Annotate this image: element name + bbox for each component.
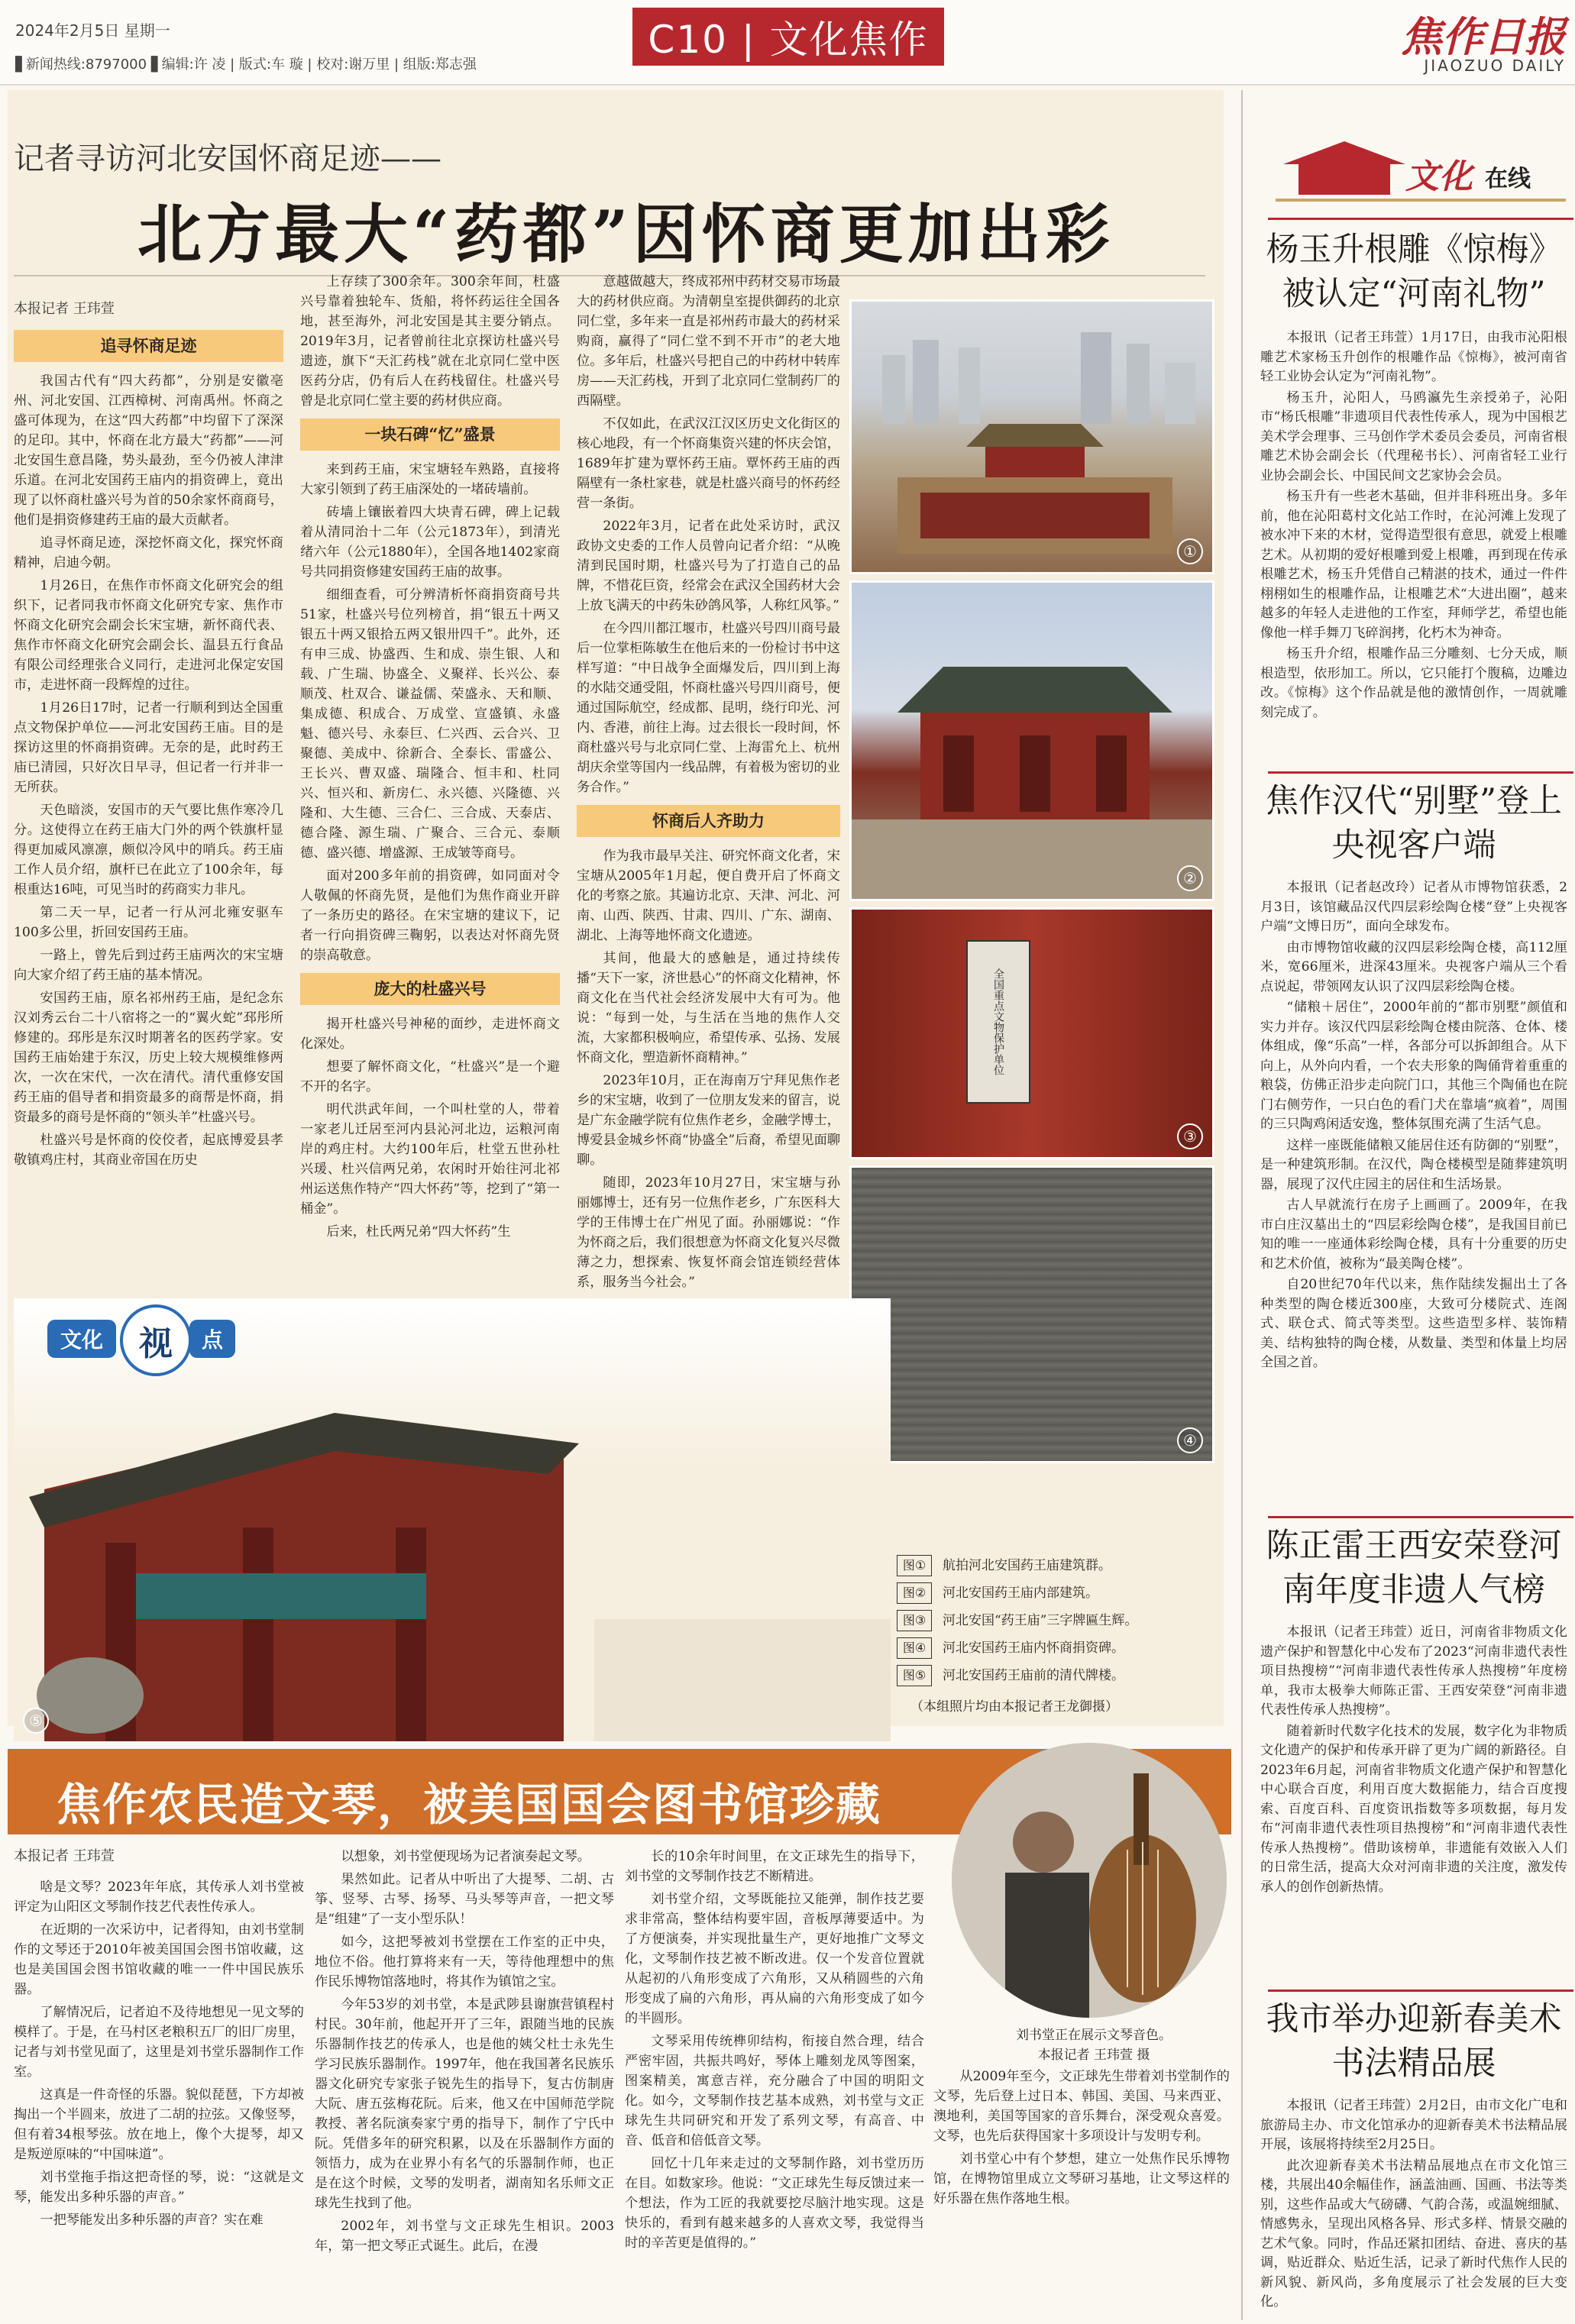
staff-line: ▋新闻热线:8797000 ▋编辑:许 凌 | 版式:车 璇 | 校对:谢万里 | 组版:郑志强 bbox=[15, 57, 477, 73]
bottom-photo-caption bbox=[956, 2025, 1231, 2065]
paragraph: 自20世纪70年代以来，焦作陆续发掘出土了各种类型的陶仓楼近300座，大致可分楼院式、连阁式、联仓式、简式等类型。这些造型多样、装饰精美、结构独特的陶仓楼，从数量、类型和体量上均居全国之首。 bbox=[1260, 1277, 1567, 1370]
paragraph: 2002年，刘书堂与文正球先生相识。2003年，第一把文琴正式诞生。此后，在漫 bbox=[315, 2219, 614, 2254]
photo-credit: （本组照片均由本报记者王龙御摄） bbox=[910, 1699, 1118, 1715]
plaque-sign: 全国重点文物保护单位 bbox=[966, 940, 1030, 1104]
paragraph: 杨玉升介绍，根雕作品三分雕刻、七分天成，顺根造型，依形加工。所以，它只能打个腹稿，边雕边改。《惊梅》这个作品就是他的激情创作，一周就雕刻完成了。 bbox=[1260, 646, 1567, 720]
temple-building-illustration bbox=[852, 583, 1214, 901]
paragraph: 在今四川都江堰市，杜盛兴号四川商号最后一位掌柜陈敏生在他后来的一份检讨书中这样写道：“中日战争全面爆发后，四川到上海的水陆交通受阻，怀商杜盛兴号四川商号，便通过国际航空，经成都、昆明，绕行印光、河内、香港，前往上海。过去很长一段时间，怀商杜盛兴号与北京同仁堂、上海雷允上、杭州胡庆余堂等国内一线品牌，有着极为密切的业务合作。” bbox=[577, 621, 840, 795]
bottom-column-3 bbox=[625, 1847, 924, 2313]
column-divider bbox=[1241, 90, 1243, 2320]
paragraph: 如今，这把琴被刘书堂摆在工作室的正中央，地位不俗。他打算将来有一天，等待他理想中的焦作民乐博物馆落地时，将其作为镇馆之宝。 bbox=[315, 1935, 614, 1989]
caption-text: 河北安国药王庙内部建筑。 bbox=[943, 1585, 1098, 1601]
wenqin-illustration bbox=[952, 1743, 1227, 2018]
caption-text: 河北安国药王庙内怀商捐资碑。 bbox=[943, 1640, 1124, 1656]
paragraph: 这样一座既能储粮又能居住还有防御的“别墅”，是一种建筑形制。在汉代，陶仓楼模型是随葬建筑明器，展现了汉代庄园主的居住和生活场景。 bbox=[1260, 1137, 1567, 1192]
art4-headline: 我市举办迎新春美术书法精品展 bbox=[1266, 2000, 1562, 2083]
paragraph: 这真是一件奇怪的乐器。貌似琵琶，下方却被掏出一个半圆来，放进了二胡的拉弦。又像竖琴，但有着34根琴弦。放在地上，像个大提琴，却又是叛逆原味的“中国味道”。 bbox=[14, 2087, 304, 2162]
paragraph: 想要了解怀商文化，“杜盛兴”是一个避不开的名字。 bbox=[300, 1059, 560, 1094]
caption-row bbox=[897, 1607, 1218, 1634]
banner-text-b: 在线 bbox=[1485, 166, 1531, 192]
art3-headline: 陈正雷王西安荣登河南年度非遗人气榜 bbox=[1266, 1527, 1562, 1609]
photo-number: ⑤ bbox=[23, 1708, 49, 1734]
issue-date: 2024年2月5日 星期一 bbox=[15, 21, 170, 40]
paragraph: 追寻怀商足迹，深挖怀商文化，探究怀商精神，启迪今朝。 bbox=[14, 535, 283, 570]
bottom-column-2 bbox=[315, 1847, 614, 2313]
caption-text: 刘书堂正在展示文琴音色。 bbox=[1016, 2028, 1172, 2043]
paragraph: 本报讯（记者王玮萱）2月2日，由市文化广电和旅游局主办、市文化馆承办的迎新春美术书法精品展开展，该展将持续至2月25日。 bbox=[1260, 2098, 1567, 2152]
paragraph: 上存续了300余年。300余年间，杜盛兴号靠着独轮车、货船，将怀药运往全国各地，甚至海外，河北安国是其主要分销点。2019年3月，记者曾前往北京探访杜盛兴号遗迹，旗下“天汇药栈”就在北京同仁堂中医医药分店，仍有后人在药栈留住。杜盛兴号曾是北京同仁堂主要的药材供应商。 bbox=[300, 274, 560, 409]
paragraph: 由市博物馆收藏的汉四层彩绘陶仓楼，高112厘米，宽66厘米，进深43厘米。央视客户端从三个看点说起，带领网友认识了汉四层彩绘陶仓楼。 bbox=[1260, 939, 1567, 994]
paragraph: 意越做越大，终成祁州中药材交易市场最大的药材供应商。为清朝皇室提供御药的北京同仁堂，多年来一直是祁州药市最大的药材采购商，赢得了“同仁堂不到不开市”的老大地位。多年后，杜盛兴号把自己的中药材中转库房——天汇药栈，开到了北京同仁堂制药厂的西隔壁。 bbox=[577, 274, 840, 409]
caption-number: 图① bbox=[897, 1555, 932, 1576]
caption-row bbox=[897, 1634, 1218, 1662]
paragraph: 文琴采用传统榫卯结构，衔接自然合理，结合严密牢固，共振共鸣好，琴体上雕刻龙凤等图案，图案精美，寓意吉祥，充分融合了中国的明阳文化。如今，文琴制作技艺基本成熟，刘书堂与文正球先生共同研究和开发了系列文琴，有高音、中音、低音和倍低音文琴。 bbox=[625, 2034, 924, 2148]
photo-stele bbox=[849, 1165, 1214, 1463]
paragraph: 了解情况后，记者迫不及待地想见一见文琴的模样了。于是，在马村区老粮积五厂的旧厂房里，记者与刘书堂见面了，这里是刘书堂乐器制作工作室。 bbox=[14, 2005, 304, 2080]
accent-rule bbox=[1268, 771, 1573, 774]
paragraph: 面对200多年前的捐资碑，如同面对令人敬佩的怀商先贤，是他们为焦作商业开辟了一条历史的路径。在宋宝塘的建议下，记者一行向捐资碑三鞠躬，以表达对怀商先贤的崇高敬意。 bbox=[300, 868, 560, 963]
paragraph: 后来，杜氏两兄弟“四大怀药”生 bbox=[326, 1224, 511, 1240]
badge-text-b: 视 bbox=[120, 1304, 192, 1376]
caption-text: 航拍河北安国药王庙建筑群。 bbox=[943, 1558, 1111, 1573]
feature-headline: 北方最大“药都”因怀商更加出彩 bbox=[137, 196, 1114, 272]
paragraph: 刘书堂拖手指这把奇怪的琴，说：“这就是文琴，能发出多种乐器的声音。” bbox=[14, 2170, 304, 2205]
paragraph: 随着新时代数字化技术的发展，数字化为非物质文化遗产的保护和传承开辟了更为广阔的新路径。自2023年6月起，河南省非物质文化遗产保护和智慧化中心联合百度，利用百度大数据能力，结合百度搜索、百度百科、百度资讯指数等多项数据，每月发布“河南非遗代表性项目热搜榜”和“河南非遗代表性传承人热搜榜”。借助该榜单，非遗能有效嵌入人们的日常生活，提高大众对河南非遗的关注度，激发传承人的创作创新热情。 bbox=[1260, 1723, 1567, 1895]
paragraph: 1月26日，在焦作市怀商文化研究会的组织下，记者同我市怀商文化研究专家、焦作市怀商文化研究会副会长宋宝塘，新怀商代表、焦作市怀商文化研究会副会长、温县五行食品有限公司经理张合义同行，走进河北保定安国市，走进怀商一段辉煌的过往。 bbox=[14, 578, 283, 693]
caption-number: 图④ bbox=[897, 1637, 932, 1659]
bottom-column-4 bbox=[933, 2067, 1230, 2313]
paragraph: 第二天一早，记者一行从河北雍安驱车100多公里，折回安国药王庙。 bbox=[14, 905, 283, 940]
paragraph: 刘书堂心中有个梦想，建立一处焦作民乐博物馆，在博物馆里成立文琴研习基地，让文琴这样的好乐器在焦作落地生根。 bbox=[933, 2151, 1230, 2206]
paragraph: 砖墙上镶嵌着四大块青石碑，碑上记载着从清同治十二年（公元1873年），到清光绪六年（公元1880年），全国各地1402家商号共同捐资修建安国药王庙的故事。 bbox=[300, 505, 560, 580]
photo-number: ① bbox=[1177, 538, 1203, 564]
caption-text: 河北安国药王庙前的清代牌楼。 bbox=[943, 1668, 1124, 1683]
paragraph: 本报讯（记者王玮萱）近日，河南省非物质文化遗产保护和智慧化中心发布了2023“河南非遗代表性项目热搜榜”“河南非遗代表性传承人热搜榜”年度榜单，我市太极拳大师陈正雷、王西安荣登“河南非遗代表性传承人热搜榜”。 bbox=[1260, 1624, 1567, 1718]
paragraph: 揭开杜盛兴号神秘的面纱，走进怀商文化深处。 bbox=[300, 1017, 560, 1052]
paragraph: 明代洪武年间，一个叫杜堂的人，带着一家老儿迁居至河内县沁河北边，运粮河南岸的鸡庄村。大约100年后，杜堂五世孙杜兴瑗、杜兴信两兄弟，农闲时开始往河北祁州运送焦作特产“四大怀药”等，挖到了“第一桶金”。 bbox=[300, 1102, 560, 1217]
accent-rule bbox=[1268, 1989, 1573, 1992]
paragraph: 回忆十几年来走过的文琴制作路，刘书堂历历在目。如数家珍。他说：“文正球先生每反馈过来一个想法，作为工匠的我就要挖尽脑汁地实现。这是快乐的，看到有越来越多的人喜欢文琴，我觉得当时的辛苦更是值得的。” bbox=[625, 2156, 924, 2251]
art2-headline: 焦作汉代“别墅”登上央视客户端 bbox=[1266, 782, 1562, 865]
art2-body bbox=[1260, 878, 1567, 1505]
paper-english-name: JIAOZUO DAILY bbox=[1424, 57, 1566, 75]
paragraph: 2023年10月，正在海南万宁拜见焦作老乡的宋宝塘，收到了一位朋友发来的留言，说是广东金融学院有位焦作老乡，金融学博士，博爱县金城乡怀商“协盛全”后裔，希望见面聊聊。 bbox=[577, 1073, 840, 1168]
banner-text-a: 文化 bbox=[1405, 157, 1473, 196]
paragraph: 以想象，刘书堂便现场为记者演奏起文琴。 bbox=[341, 1849, 590, 1864]
paragraph: 今年53岁的刘书堂，本是武陟县谢旗营镇程村村民。30年前，他起开开了三年，跟随当地的民族乐器制作技艺的传承人，也是他的姨父杜士永先生学习民族乐器制作。1997年，他在我国著名民族乐器文化研究专家张子锐先生的指导下，复古仿制唐大阮、唐五弦梅花阮。后来，他又在中国师范学院教授、著名阮演奏家宁勇的指导下，制作了宁氏中阮。凭借多年的研究积累，以及在乐器制作方面的领悟力，成为在业界小有名气的乐器制作师，也正是在这个时候，文琴的发明者，湖南知名乐师文正球先生找到了他。 bbox=[315, 1997, 614, 2211]
paragraph: 在近期的一次采访中，记者得知，由刘书堂制作的文琴还于2010年被美国国会图书馆收藏，这也是美国国会图书馆收藏的唯一一件中国民族乐器。 bbox=[14, 1922, 304, 1997]
paragraph: 杨玉升有一些老木基础，但并非科班出身。多年前，他在沁阳葛村文化站工作时，在沁河滩上发现了被水冲下来的木材，觉得造型很有意思，就爱上根雕艺术。从初期的爱好根雕到爱上根雕，再到现在传承根雕艺术，杨玉升凭借自己精湛的技术，通过一件件栩栩如生的根雕作品，让根雕艺术“大进出圈”，越来越多的年轻人走进他的工作室，拜师学艺，希望也能像他一样手舞刀飞碎润拷，化朽木为神奇。 bbox=[1260, 489, 1567, 641]
bottom-column-1 bbox=[14, 1847, 304, 2313]
feature-byline: 本报记者 王玮萱 bbox=[14, 301, 115, 317]
paragraph: “储粮＋居住”，2000年前的“都市别墅”颜值和实力并存。该汉代四层彩绘陶仓楼由院落、仓体、楼体组成，像“乐高”一样，各部分可以拆卸组合。从下向上，从外向内看，一个农夫形象的陶俑背着重重的粮袋，仿佛正沿步走向院门口，其他三个陶俑也在院门右侧劳作，一只白色的看门犬在靠墙“疯着”，周围的三只陶鸡闲适安逸，整体氛围充满了生活气息。 bbox=[1260, 1000, 1567, 1132]
photo-captions bbox=[897, 1552, 1218, 1689]
caption-text: 河北安国“药王庙”三字牌匾生辉。 bbox=[943, 1613, 1138, 1628]
accent-rule bbox=[1268, 1516, 1573, 1518]
paragraph: 安国药王庙，原名祁州药王庙，是纪念东汉刘秀云台二十八宿将之一的“翼火蛇”邳彤所修建的。邳彤是东汉时期著名的医药学家。安国药王庙始建于东汉，历史上较大规模维修两次，一次在宋代，一次在清代。清代重修安国药王庙的倡导者和捐资最多的商帮是怀商，捐资最多的商号是怀商的“领头羊”杜盛兴号。 bbox=[14, 991, 283, 1125]
paragraph: 细细查看，可分辨清析怀商捐资商号共51家，杜盛兴号位列榜首，捐“银五十两又银五十两又银拾五两又银卅四千”。此外，还有申三成、协盛西、生和成、崇生银、人和载、广生瑞、协盛全、义聚祥、长兴公、泰顺茂、杜双合、谦益儒、荣盛永、天和顺、集成德、积成合、万成堂、宣盛镇、永盛魁、德兴号、永泰巨、仁兴西、云合兴、卫聚德、美成中、徐新合、全泰长、雷盛公、王长兴、曹双盛、瑞隆合、恒丰和、杜同兴、恒兴和、新房仁、永兴德、兴隆德、兴隆和、大生德、三合仁、三合成、天泰店、德合隆、源生瑞、广聚合、三合元、泰顺德、盛兴德、增盛源、王成皱等商号。 bbox=[300, 587, 560, 861]
bottom-byline: 本报记者 王玮萱 bbox=[14, 1848, 115, 1864]
photo-aerial-temple bbox=[849, 299, 1214, 574]
caption-row bbox=[897, 1552, 1218, 1579]
paragraph: 从2009年至今，文正球先生带着刘书堂制作的文琴，先后登上过日本、韩国、美国、马来西亚、澳地利，美国等国家的音乐舞台，深受观众喜爱。文琴，也先后获得国家十多项设计与发明专利。 bbox=[933, 2069, 1230, 2144]
paragraph: 不仅如此，在武汉江汉区历史文化街区的核心地段，有一个怀商集资兴建的怀庆会馆，1689年扩建为覃怀药王庙。覃怀药王庙的西隔壁有一条杜家巷，就是杜盛兴商号的怀药经营一条街。 bbox=[577, 416, 840, 511]
photo-number: ② bbox=[1177, 865, 1203, 891]
photo-number: ④ bbox=[1177, 1427, 1203, 1453]
paper-logo: 焦作日报 bbox=[1401, 12, 1566, 61]
feature-subhead-2: 一块石碑“忆”盛景 bbox=[300, 419, 560, 451]
paragraph: 1月26日17时，记者一行顺利到达全国重点文物保护单位——河北安国药王庙。目的是探访这里的怀商捐资碑。无奈的是，此时药王庙已清园，只好次日早寻，但记者一行并非一无所获。 bbox=[14, 700, 283, 795]
culture-online-banner bbox=[1276, 126, 1566, 210]
paragraph: 作为我市最早关注、研究怀商文化者，宋宝塘从2005年1月起，便自费开启了怀商文化的考察之旅。其遍访北京、天津、河北、河南、山西、陕西、甘肃、四川、广东、湖南、湖北、上海等地怀商文化遗迹。 bbox=[577, 848, 840, 943]
feature-column-1 bbox=[14, 299, 283, 1338]
paragraph: 杨玉升，沁阳人，马鸥瀛先生亲授弟子，沁阳市“杨氏根雕”非遗项目代表性传承人，现为中国根艺美术学会理事、三马创作学术委员会委员，河南省根雕艺术协会副会长（代理秘书长）、河南省轻工业行业协会副会长、中国民间文艺家协会会员。 bbox=[1260, 389, 1567, 483]
caption-row bbox=[897, 1579, 1218, 1607]
paragraph: 2022年3月，记者在此处采访时，武汉政协文史委的工作人员曾向记者介绍：“从晚清到民国时期，杜盛兴号为了打造自己的品牌，不惜花巨资，经常会在武汉全国药材大会上放飞满天的中药朱砂鸽风筝，人称红风筝。” bbox=[577, 519, 840, 613]
badge-text-a: 文化 bbox=[47, 1320, 116, 1358]
paragraph: 刘书堂介绍，文琴既能拉又能弹，制作技艺要求非常高，整体结构要牢固，音板厚薄要适中。为了方便演奏，并实现批量生产，更好地推广文琴文化，文琴制作技艺被不断改进。仅一个发音位置就从起初的八角形变成了六角形，又从稍圆些的六角形变成了扁的六角形，再从扁的六角形变成了如今的半圆形。 bbox=[625, 1892, 924, 2026]
culture-perspective-badge bbox=[47, 1304, 246, 1373]
paragraph: 长的10余年时间里，在文正球先生的指导下，刘书堂的文琴制作技艺不断精进。 bbox=[625, 1849, 924, 1884]
art3-body bbox=[1260, 1623, 1567, 1982]
paragraph: 天色暗淡，安国市的天气要比焦作寒冷几分。这使得立在药王庙大门外的两个铁旗杆显得更加威风凛凛，颇似冷风中的哨兵。药王庙工作人员介绍，旗杆已在此立了100余年，每根重达16吨，可见当时的药商实力非凡。 bbox=[14, 803, 283, 897]
caption-credit: 本报记者 王玮萱 摄 bbox=[1037, 2048, 1150, 2063]
art1-body bbox=[1260, 328, 1567, 764]
paragraph: 我国古代有“四大药都”，分别是安徽亳州、河北安国、江西樟树、河南禹州。怀商之盛可体现为，在这“四大药都”中均留下了深深的足印。其中，怀商在北方最大“药都”——河北安国生意昌隆，势头最劲，至今仍被人津津乐道。在河北安国药王庙内的捐资碑上，竟出现了以怀商杜盛兴号为首的50余家怀商商号，他们是捐资修建药王庙的最大贡献者。 bbox=[14, 373, 283, 528]
feature-subhead-3: 庞大的杜盛兴号 bbox=[300, 973, 560, 1005]
paragraph: 杜盛兴号是怀商的佼佼者，起底博爱县孝敬镇鸡庄村，其商业帝国在历史 bbox=[14, 1133, 283, 1168]
badge-text-c: 点 bbox=[189, 1320, 235, 1358]
art4-body bbox=[1260, 2096, 1567, 2318]
feature-column-3 bbox=[577, 272, 840, 1311]
paragraph: 其间，他最大的感触是，通过持续传播“天下一家，济世悬心”的怀商文化精神，怀商文化在当代社会经济发展中大有可为。他说：“每到一处，与生活在当地的焦作人交流，大家都积极响应，希望传承、弘扬、发展怀商文化，塑造新怀商精神。” bbox=[577, 951, 840, 1065]
photo-plaque bbox=[849, 907, 1214, 1159]
photo-number: ③ bbox=[1177, 1123, 1203, 1149]
feature-kicker: 记者寻访河北安国怀商足迹—— bbox=[14, 141, 441, 176]
bottom-headline: 焦作农民造文琴，被美国国会图书馆珍藏 bbox=[57, 1779, 882, 1831]
paragraph: 果然如此。记者从中听出了大提琴、二胡、古筝、竖琴、古琴、扬琴、马头琴等声音，一把文琴是“组建”了一支小型乐队！ bbox=[315, 1872, 614, 1927]
caption-number: 图⑤ bbox=[897, 1665, 932, 1686]
paragraph: 来到药王庙，宋宝塘轻车熟路，直接将大家引领到了药王庙深处的一堵砖墙前。 bbox=[300, 462, 560, 497]
paragraph: 此次迎新春美术书法精品展地点在市文化馆三楼，共展出40余幅佳作，涵盖油画、国画、书法等类别，这些作品或大气磅礴、气韵合荡，或温婉细腻、情感隽永，呈现出风格各异、形式多样、情景交融的艺术气象。同时，作品还紧扣团结、奋进、喜庆的基调，贴近群众、贴近生活，记录了新时代焦作人民的新风貌、新风尚，多角度展示了社会发展的巨大变化。 bbox=[1260, 2158, 1567, 2309]
caption-number: 图③ bbox=[897, 1610, 932, 1631]
photo-temple-interior bbox=[849, 580, 1214, 901]
photo-wenqin-player bbox=[952, 1743, 1227, 2018]
caption-row bbox=[897, 1662, 1218, 1689]
art1-headline: 杨玉升根雕《惊梅》被认定“河南礼物” bbox=[1266, 231, 1562, 313]
paragraph: 本报讯（记者王玮萱）1月17日，由我市沁阳根雕艺术家杨玉升创作的根雕作品《惊梅》，被河南省轻工业协会认定为“河南礼物”。 bbox=[1260, 330, 1567, 384]
paragraph: 本报讯（记者赵改玲）记者从市博物馆获悉，2月3日，该馆藏品汉代四层彩绘陶仓楼“登”上央视客户端“文博日历”，面向全球发布。 bbox=[1260, 880, 1567, 934]
paragraph: 古人早就流行在房子上画画了。2009年，在我市白庄汉墓出土的“四层彩绘陶仓楼”，是我国目前已知的唯一一座通体彩绘陶仓楼，具有十分重要的历史和艺术价值，被称为“最美陶仓楼”。 bbox=[1260, 1198, 1567, 1272]
feature-column-2 bbox=[300, 272, 560, 1311]
feature-subhead-1: 追寻怀商足迹 bbox=[14, 330, 283, 362]
paragraph: 一路上，曾先后到过药王庙两次的宋宝塘向大家介绍了药王庙的基本情况。 bbox=[14, 948, 283, 983]
paragraph: 啥是文琴？2023年年底，其传承人刘书堂被评定为山阳区文琴制作技艺代表性传承人。 bbox=[14, 1880, 304, 1915]
section-title: C10 | 文化焦作 bbox=[632, 8, 944, 66]
aerial-temple-illustration bbox=[852, 302, 1214, 574]
accent-rule bbox=[1268, 218, 1573, 220]
feature-subhead-4: 怀商后人齐助力 bbox=[577, 805, 840, 837]
caption-number: 图② bbox=[897, 1582, 932, 1604]
paragraph: 随即，2023年10月27日，宋宝塘与孙丽娜博士，还有另一位焦作老乡，广东医科大学的王伟博士在广州见了面。孙丽娜说：“作为怀商之后，我们很想意为怀商文化复兴尽微薄之力，想探索、恢复怀商会馆连锁经营体系，服务当今社会。” bbox=[577, 1175, 840, 1290]
paragraph: 一把琴能发出多种乐器的声音？实在难 bbox=[40, 2212, 264, 2228]
